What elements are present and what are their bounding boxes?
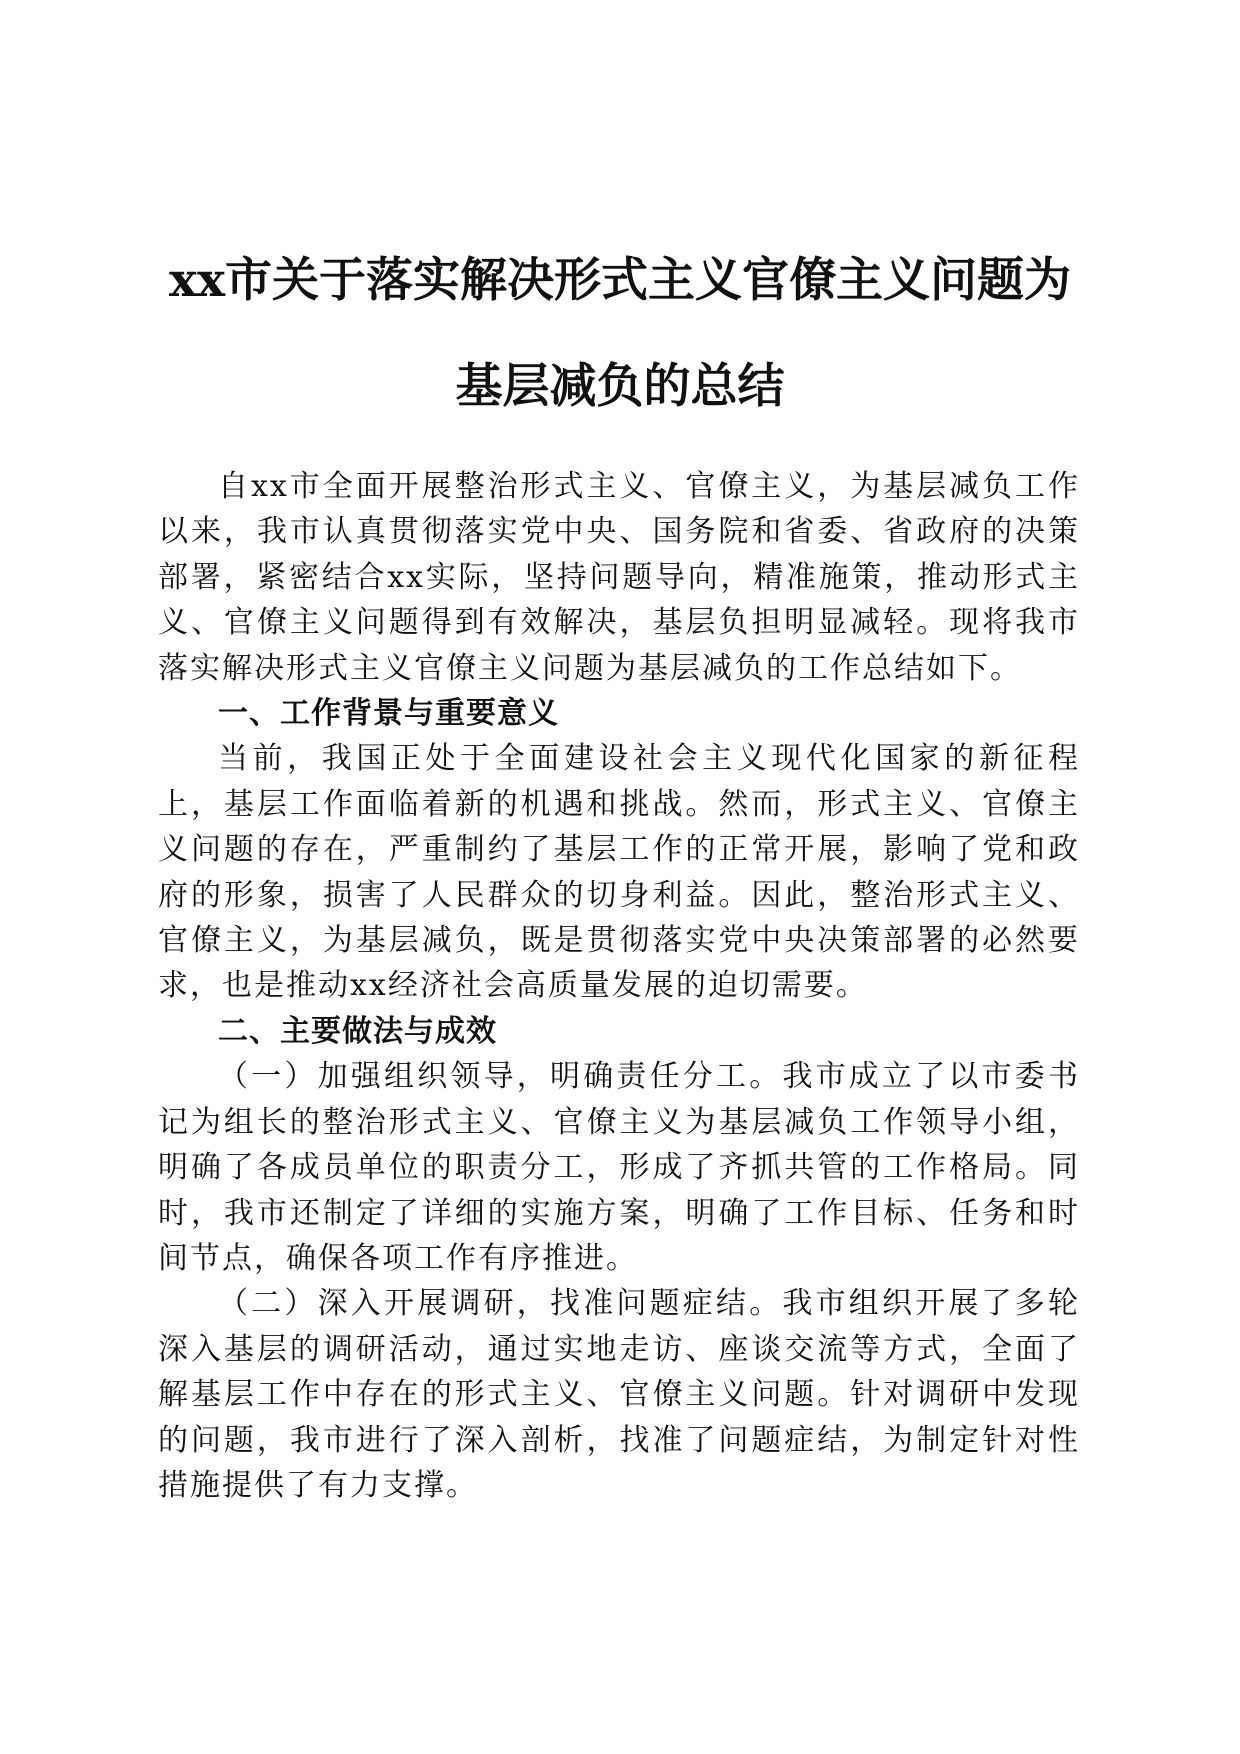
section-1-heading: 一、工作背景与重要意义	[218, 696, 559, 732]
document-title	[140, 228, 1100, 440]
section-2-item-1: （一）加强组织领导，明确责任分工。我市成立了以市委书记为组长的整治形式主义、官僚主义为基层减负工作领导小组，明确了各成员单位的职责分工，形成了齐抓共管的工作格局。同时，我市还制定了详细的实施方案，明确了工作目标、任务和时间节点，确保各项工作有序推进。	[158, 1059, 1080, 1276]
section-2-heading: 二、主要做法与成效	[218, 1013, 497, 1049]
section-2-item-2: （二）深入开展调研，找准问题症结。我市组织开展了多轮深入基层的调研活动，通过实地走访、座谈交流等方式，全面了解基层工作中存在的形式主义、官僚主义问题。针对调研中发现的问题，我市进行了深入剖析，找准了问题症结，为制定针对性措施提供了有力支撑。	[158, 1286, 1080, 1503]
intro-paragraph: 自xx市全面开展整治形式主义、官僚主义，为基层减负工作以来，我市认真贯彻落实党中央、国务院和省委、省政府的决策部署，紧密结合xx实际，坚持问题导向，精准施策，推动形式主义、官僚主义问题得到有效解决，基层负担明显减轻。现将我市落实解决形式主义官僚主义问题为基层减负的工作总结如下。	[158, 469, 1080, 686]
title-line-2: 基层减负的总结	[455, 359, 785, 414]
document-body	[158, 464, 1080, 1508]
section-1-paragraph: 当前，我国正处于全面建设社会主义现代化国家的新征程上，基层工作面临着新的机遇和挑战。然而，形式主义、官僚主义问题的存在，严重制约了基层工作的正常开展，影响了党和政府的形象，损害了人民群众的切身利益。因此，整治形式主义、官僚主义，为基层减负，既是贯彻落实党中央决策部署的必然要求，也是推动xx经济社会高质量发展的迫切需要。	[158, 741, 1080, 1004]
title-line-1: xx市关于落实解决形式主义官僚主义问题为	[168, 253, 1072, 308]
